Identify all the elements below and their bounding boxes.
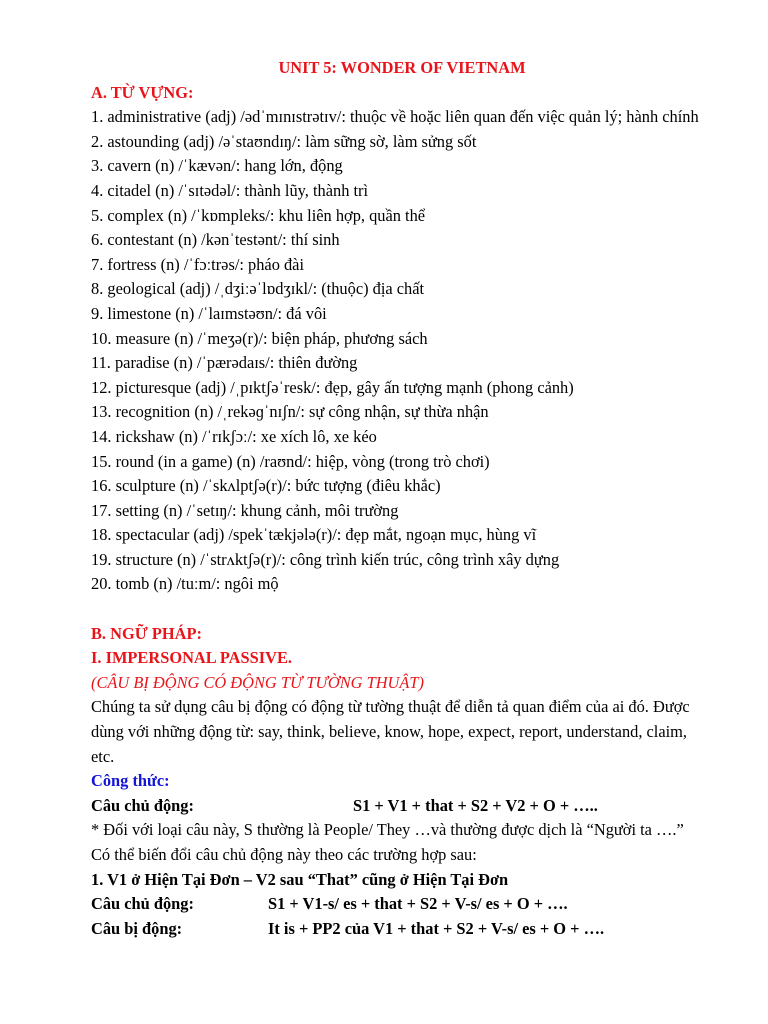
case-passive-label: Câu bị động: (91, 918, 183, 938)
active-formula-row (91, 794, 713, 819)
case-heading: 1. V1 ở Hiện Tại Đơn – V2 sau “That” cũng ở Hiện Tại Đơn (91, 869, 509, 889)
vocab-item: 14. rickshaw (n) /ˈrɪkʃɔː/: xe xích lô, xe kéo (91, 426, 377, 446)
vocab-item: 17. setting (n) /ˈsetɪŋ/: khung cảnh, môi trường (91, 500, 399, 520)
vocab-item: 15. round (in a game) (n) /raʊnd/: hiệp, vòng (trong trò chơi) (91, 451, 490, 471)
subsection-heading: I. IMPERSONAL PASSIVE. (91, 648, 292, 668)
vocab-item: 5. complex (n) /ˈkɒmpleks/: khu liên hợp, quần thể (91, 205, 426, 225)
section-spacer (91, 597, 713, 622)
case-passive-formula: It is + PP2 của V1 + that + S2 + V-s/ es + O + …. (268, 918, 605, 938)
active-label: Câu chủ động: (91, 795, 194, 815)
vocab-item: 9. limestone (n) /ˈlaɪmstəʊn/: đá vôi (91, 303, 327, 323)
subsection-note: (CÂU BỊ ĐỘNG CÓ ĐỘNG TỪ TƯỜNG THUẬT) (91, 672, 424, 692)
case-active-row (91, 892, 713, 917)
document-content (91, 56, 713, 941)
vocab-item: 12. picturesque (adj) /ˌpɪktʃəˈresk/: đẹp, gây ấn tượng mạnh (phong cảnh) (91, 377, 574, 397)
vocab-item: 3. cavern (n) /ˈkævən/: hang lớn, động (91, 156, 343, 176)
note-paragraph: * Đối với loại câu này, S thường là People/ They …và thường được dịch là “Người ta ….” (91, 820, 684, 840)
vocab-item: 18. spectacular (adj) /spekˈtækjələ(r)/: đẹp mắt, ngoạn mục, hùng vĩ (91, 525, 537, 545)
section-b-heading: B. NGỮ PHÁP: (91, 623, 202, 643)
case-active-label: Câu chủ động: (91, 894, 194, 914)
vocab-item: 8. geological (adj) /ˌdʒiːəˈlɒdʒɪkl/: (thuộc) địa chất (91, 279, 425, 299)
vocab-item: 19. structure (n) /ˈstrʌktʃə(r)/: công trình kiến trúc, công trình xây dựng (91, 549, 560, 569)
vocab-item: 2. astounding (adj) /əˈstaʊndɪŋ/: làm sững sờ, làm sửng sốt (91, 131, 477, 151)
vocab-item: 7. fortress (n) /ˈfɔːtrəs/: pháo đài (91, 254, 305, 274)
vocab-item: 6. contestant (n) /kənˈtestənt/: thí sinh (91, 230, 340, 250)
case-active-formula: S1 + V1-s/ es + that + S2 + V-s/ es + O + …. (268, 894, 568, 914)
vocab-item: 20. tomb (n) /tuːm/: ngôi mộ (91, 574, 279, 594)
transform-intro: Có thể biến đổi câu chủ động này theo các trường hợp sau: (91, 845, 477, 864)
formula-heading: Công thức: (91, 771, 170, 791)
intro-paragraph: Chúng ta sử dụng câu bị động có động từ tường thuật để diễn tả quan điểm của ai đó. Được dùng với những động từ: say, think, believe, know, hope, expect, report, understand, claim, etc. (91, 697, 690, 766)
vocab-item: 10. measure (n) /ˈmeʒə(r)/: biện pháp, phương sách (91, 328, 428, 348)
case-passive-row (91, 917, 713, 942)
active-formula: S1 + V1 + that + S2 + V2 + O + ….. (353, 795, 598, 815)
vocab-item: 1. administrative (adj) /ədˈmɪnɪstrətɪv/: thuộc về hoặc liên quan đến việc quản lý; hành chính (91, 107, 699, 127)
vocab-item: 11. paradise (n) /ˈpærədaɪs/: thiên đường (91, 353, 358, 373)
vocab-item: 13. recognition (n) /ˌrekəɡˈnɪʃn/: sự công nhận, sự thừa nhận (91, 402, 489, 422)
section-a-heading: A. TỪ VỰNG: (91, 82, 194, 102)
vocab-item: 4. citadel (n) /ˈsɪtədəl/: thành lũy, thành trì (91, 180, 369, 200)
vocab-item: 16. sculpture (n) /ˈskʌlptʃə(r)/: bức tượng (điêu khắc) (91, 476, 441, 496)
page-title: UNIT 5: WONDER OF VIETNAM (278, 58, 526, 77)
